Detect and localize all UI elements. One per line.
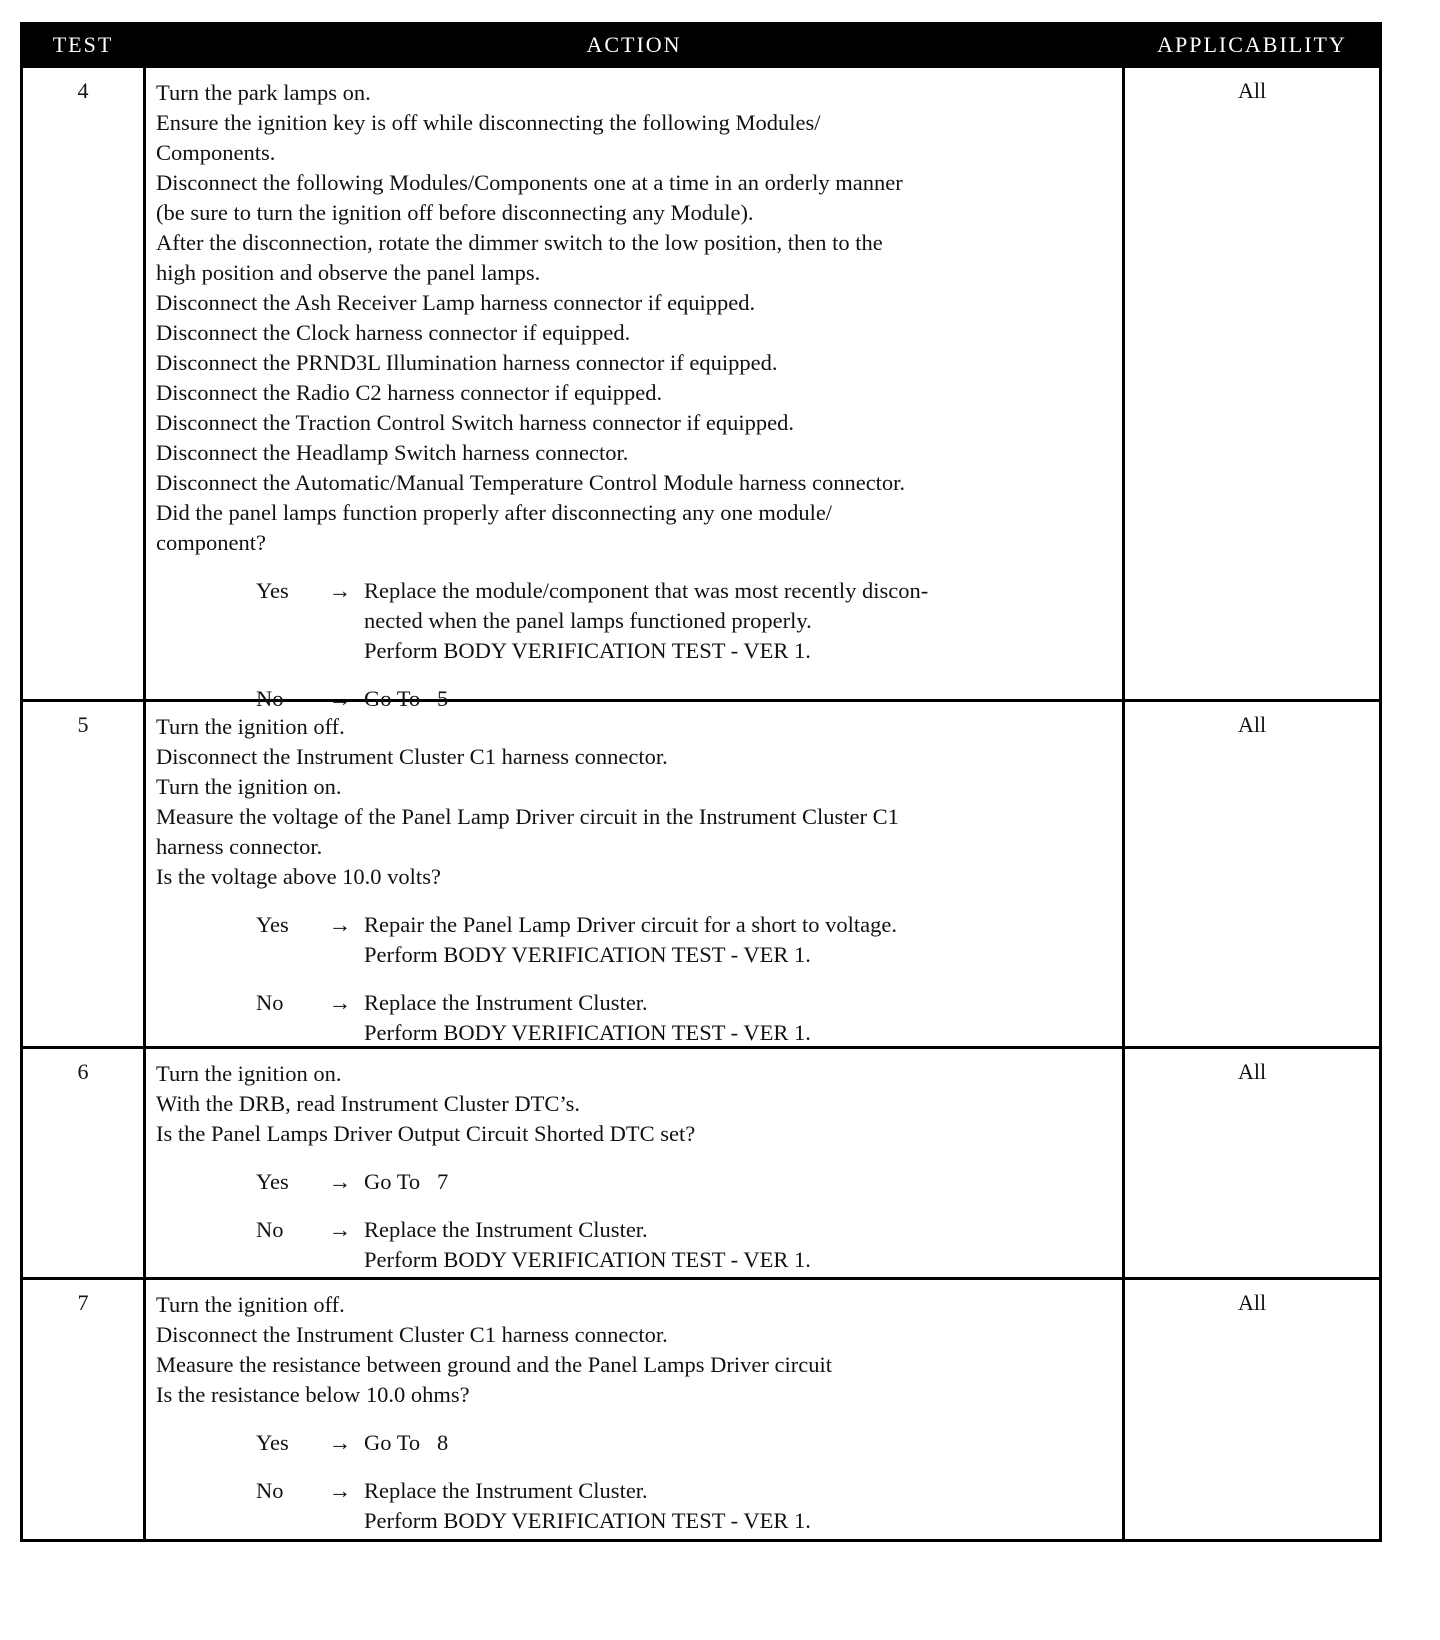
- arrow-right-icon: →: [328, 1478, 352, 1503]
- result-line: nected when the panel lamps functioned properly.: [364, 608, 812, 633]
- no-response: [256, 1215, 1114, 1275]
- result-line: Go To 7: [364, 1169, 449, 1194]
- no-result: [364, 988, 1114, 1048]
- yes-result: [364, 1167, 1114, 1197]
- result-line: Replace the Instrument Cluster.: [364, 1478, 648, 1503]
- no-label: No: [256, 1478, 284, 1503]
- action-cell: [143, 68, 1125, 711]
- action-line: Measure the resistance between ground and the Panel Lamps Driver circuit: [156, 1352, 832, 1377]
- action-line: Is the voltage above 10.0 volts?: [156, 864, 441, 889]
- arrow-right-icon: →: [328, 1430, 352, 1455]
- yes-label: Yes: [256, 912, 289, 937]
- action-line: Turn the ignition off.: [156, 1292, 345, 1317]
- action-line: After the disconnection, rotate the dimmer switch to the low position, then to the: [156, 230, 883, 255]
- action-line: Disconnect the Traction Control Switch harness connector if equipped.: [156, 410, 794, 435]
- yes-label: Yes: [256, 1430, 289, 1455]
- no-result: [364, 1476, 1114, 1536]
- action-line: Disconnect the Automatic/Manual Temperature Control Module harness connector.: [156, 470, 906, 495]
- action-line: Ensure the ignition key is off while disconnecting the following Modules/: [156, 110, 821, 135]
- action-line: Is the resistance below 10.0 ohms?: [156, 1382, 470, 1407]
- no-response: [256, 1476, 1114, 1536]
- applicability-value: All: [1237, 78, 1267, 103]
- result-line: Replace the module/component that was most recently discon-: [364, 578, 929, 603]
- header-test: TEST: [52, 32, 114, 57]
- action-line: Did the panel lamps function properly after disconnecting any one module/: [156, 500, 833, 525]
- action-line: Disconnect the Headlamp Switch harness connector.: [156, 440, 629, 465]
- yes-result: [364, 576, 1114, 666]
- result-line: Replace the Instrument Cluster.: [364, 1217, 648, 1242]
- no-response: [256, 988, 1114, 1048]
- action-line: Disconnect the Instrument Cluster C1 harness connector.: [156, 744, 668, 769]
- yes-response: [256, 910, 1114, 970]
- result-line: Perform BODY VERIFICATION TEST - VER 1.: [364, 1247, 811, 1272]
- no-label: No: [256, 686, 284, 711]
- header-action: ACTION: [586, 32, 682, 57]
- applicability-value: All: [1237, 712, 1267, 737]
- action-cell: [143, 1049, 1125, 1277]
- no-label: No: [256, 1217, 284, 1242]
- arrow-right-icon: →: [328, 1217, 352, 1242]
- test-number: 4: [77, 78, 89, 103]
- arrow-right-icon: →: [328, 990, 352, 1015]
- action-line: Disconnect the PRND3L Illumination harness connector if equipped.: [156, 350, 778, 375]
- no-result: [364, 1215, 1114, 1275]
- action-line: Turn the ignition on.: [156, 1061, 342, 1086]
- yes-label: Yes: [256, 1169, 289, 1194]
- action-line: Turn the ignition on.: [156, 774, 342, 799]
- result-line: Perform BODY VERIFICATION TEST - VER 1.: [364, 638, 811, 663]
- table-row: [23, 1277, 1379, 1539]
- header-applicability: APPLICABILITY: [1157, 32, 1347, 57]
- arrow-right-icon: →: [328, 578, 352, 603]
- table-row: [23, 699, 1379, 1046]
- yes-result: [364, 1428, 1114, 1458]
- action-line: component?: [156, 530, 266, 555]
- result-line: Replace the Instrument Cluster.: [364, 990, 648, 1015]
- action-line: Turn the park lamps on.: [156, 80, 371, 105]
- test-number: 5: [77, 712, 89, 737]
- action-line: Turn the ignition off.: [156, 714, 345, 739]
- yes-result: [364, 910, 1114, 970]
- test-number: 6: [77, 1059, 89, 1084]
- action-line: Measure the voltage of the Panel Lamp Driver circuit in the Instrument Cluster C1: [156, 804, 899, 829]
- action-line: Components.: [156, 140, 276, 165]
- action-cell: [143, 702, 1125, 1046]
- action-line: Disconnect the Ash Receiver Lamp harness connector if equipped.: [156, 290, 756, 315]
- action-line: Disconnect the Clock harness connector if equipped.: [156, 320, 631, 345]
- arrow-right-icon: →: [328, 912, 352, 937]
- result-line: Perform BODY VERIFICATION TEST - VER 1.: [364, 942, 811, 967]
- result-line: Perform BODY VERIFICATION TEST - VER 1.: [364, 1508, 811, 1533]
- no-label: No: [256, 990, 284, 1015]
- action-cell: [143, 1280, 1125, 1539]
- table-header: [23, 25, 1379, 65]
- yes-label: Yes: [256, 578, 289, 603]
- action-line: With the DRB, read Instrument Cluster DTC’s.: [156, 1091, 581, 1116]
- action-line: Disconnect the following Modules/Components one at a time in an orderly manner: [156, 170, 903, 195]
- applicability-value: All: [1237, 1290, 1267, 1315]
- action-line: high position and observe the panel lamps.: [156, 260, 541, 285]
- action-line: (be sure to turn the ignition off before disconnecting any Module).: [156, 200, 754, 225]
- arrow-right-icon: →: [328, 1169, 352, 1194]
- yes-response: [256, 576, 1114, 666]
- action-line: harness connector.: [156, 834, 323, 859]
- result-line: Repair the Panel Lamp Driver circuit for a short to voltage.: [364, 912, 897, 937]
- action-line: Is the Panel Lamps Driver Output Circuit Shorted DTC set?: [156, 1121, 696, 1146]
- table-row: [23, 1046, 1379, 1277]
- arrow-right-icon: →: [328, 686, 352, 711]
- action-line: Disconnect the Radio C2 harness connector if equipped.: [156, 380, 663, 405]
- diagnostic-test-table: [20, 22, 1382, 1542]
- action-line: Disconnect the Instrument Cluster C1 harness connector.: [156, 1322, 668, 1347]
- table-row: [23, 65, 1379, 711]
- test-number: 7: [77, 1290, 89, 1315]
- applicability-value: All: [1237, 1059, 1267, 1084]
- yes-response: [256, 1428, 1114, 1458]
- result-line: Go To 8: [364, 1430, 449, 1455]
- result-line: Perform BODY VERIFICATION TEST - VER 1.: [364, 1020, 811, 1045]
- result-line: Go To 5: [364, 686, 449, 711]
- yes-response: [256, 1167, 1114, 1197]
